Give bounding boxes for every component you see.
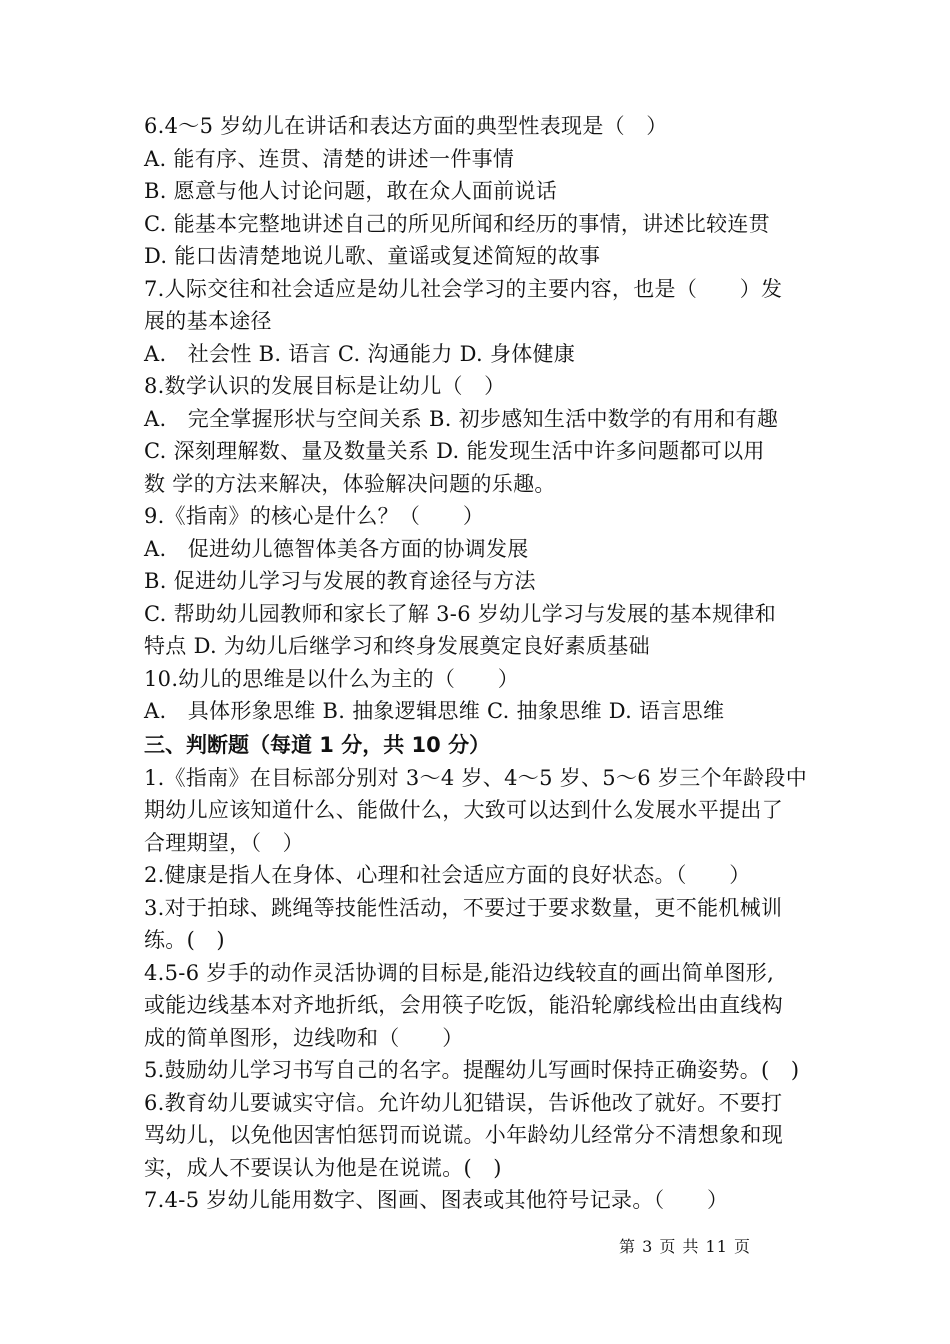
text-line: 6.4～5 岁幼儿在讲话和表达方面的典型性表现是（ ） (144, 114, 668, 138)
page-footer: 第 3 页 共 11 页 (619, 1237, 751, 1256)
text-line: D. 能口齿清楚地说儿歌、童谣或复述简短的故事 (144, 244, 601, 268)
text-line: 7.4-5 岁幼儿能用数字、图画、图表或其他符号记录。（ ） (144, 1188, 729, 1212)
text-line: C. 帮助幼儿园教师和家长了解 3-6 岁幼儿学习与发展的基本规律和 (144, 601, 777, 626)
text-line: 练。( ) (144, 928, 225, 952)
section-heading: 三、判断题（每道 1 分，共 10 分） (144, 732, 491, 757)
text-line: A. 促进幼儿德智体美各方面的协调发展 (144, 536, 529, 561)
text-line: 4.5-6 岁手的动作灵活协调的目标是,能沿边线较直的画出简单图形, (144, 960, 775, 985)
text-line: 实，成人不要误认为他是在说谎。( ) (144, 1155, 502, 1180)
text-line: 成的简单图形，边线吻和（ ） (144, 1025, 464, 1050)
text-line: 或能边线基本对齐地折纸，会用筷子吃饭，能沿轮廓线检出由直线构 (144, 993, 783, 1017)
text-line: 数 学的方法来解决，体验解决问题的乐趣。 (144, 471, 556, 496)
text-line: 2.健康是指人在身体、心理和社会适应方面的良好状态。（ ） (144, 863, 751, 887)
text-line: 期幼儿应该知道什么、能做什么，大致可以达到什么发展水平提出了 (144, 798, 783, 822)
text-line: 5.鼓励幼儿学习书写自己的名字。提醒幼儿写画时保持正确姿势。( ) (144, 1058, 800, 1082)
text-line: 合理期望，（ ） (144, 830, 304, 855)
text-line: 6.教育幼儿要诚实守信。允许幼儿犯错误，告诉他改了就好。不要打 (144, 1090, 783, 1115)
text-line: 9.《指南》的核心是什么？（ ） (144, 504, 485, 528)
text-line: A. 能有序、连贯、清楚的讲述一件事情 (144, 146, 515, 171)
text-line: B. 促进幼儿学习与发展的教育途径与方法 (144, 569, 536, 593)
text-line: A. 社会性 B. 语言 C. 沟通能力 D. 身体健康 (144, 341, 576, 366)
text-line: 3.对于拍球、跳绳等技能性活动，不要过于要求数量，更不能机械训 (144, 895, 783, 920)
text-line: C. 能基本完整地讲述自己的所见所闻和经历的事情，讲述比较连贯 (144, 211, 770, 236)
text-line: 1.《指南》在目标部分别对 3～4 岁、4～5 岁、5～6 岁三个年龄段中 (144, 765, 807, 790)
text-line: 7.人际交往和社会适应是幼儿社会学习的主要内容，也是（ ）发 (144, 276, 783, 301)
text-line: C. 深刻理解数、量及数量关系 D. 能发现生活中许多问题都可以用 (144, 439, 765, 463)
document-page (144, 110, 814, 1217)
text-line: 特点 D. 为幼儿后继学习和终身发展奠定良好素质基础 (144, 634, 650, 658)
text-line: 骂幼儿，以免他因害怕惩罚而说谎。小年龄幼儿经常分不清想象和现 (144, 1123, 783, 1147)
text-line: 10.幼儿的思维是以什么为主的（ ） (144, 666, 520, 691)
text-line: A. 完全掌握形状与空间关系 B. 初步感知生活中数学的有用和有趣 (144, 406, 779, 431)
text-line: 8.数学认识的发展目标是让幼儿（ ） (144, 374, 506, 398)
text-line: A. 具体形象思维 B. 抽象逻辑思维 C. 抽象思维 D. 语言思维 (144, 699, 725, 723)
text-line: B. 愿意与他人讨论问题，敢在众人面前说话 (144, 179, 558, 203)
text-line: 展的基本途径 (144, 309, 272, 333)
judge-questions-block (144, 762, 814, 1217)
choice-questions-block (144, 110, 814, 728)
